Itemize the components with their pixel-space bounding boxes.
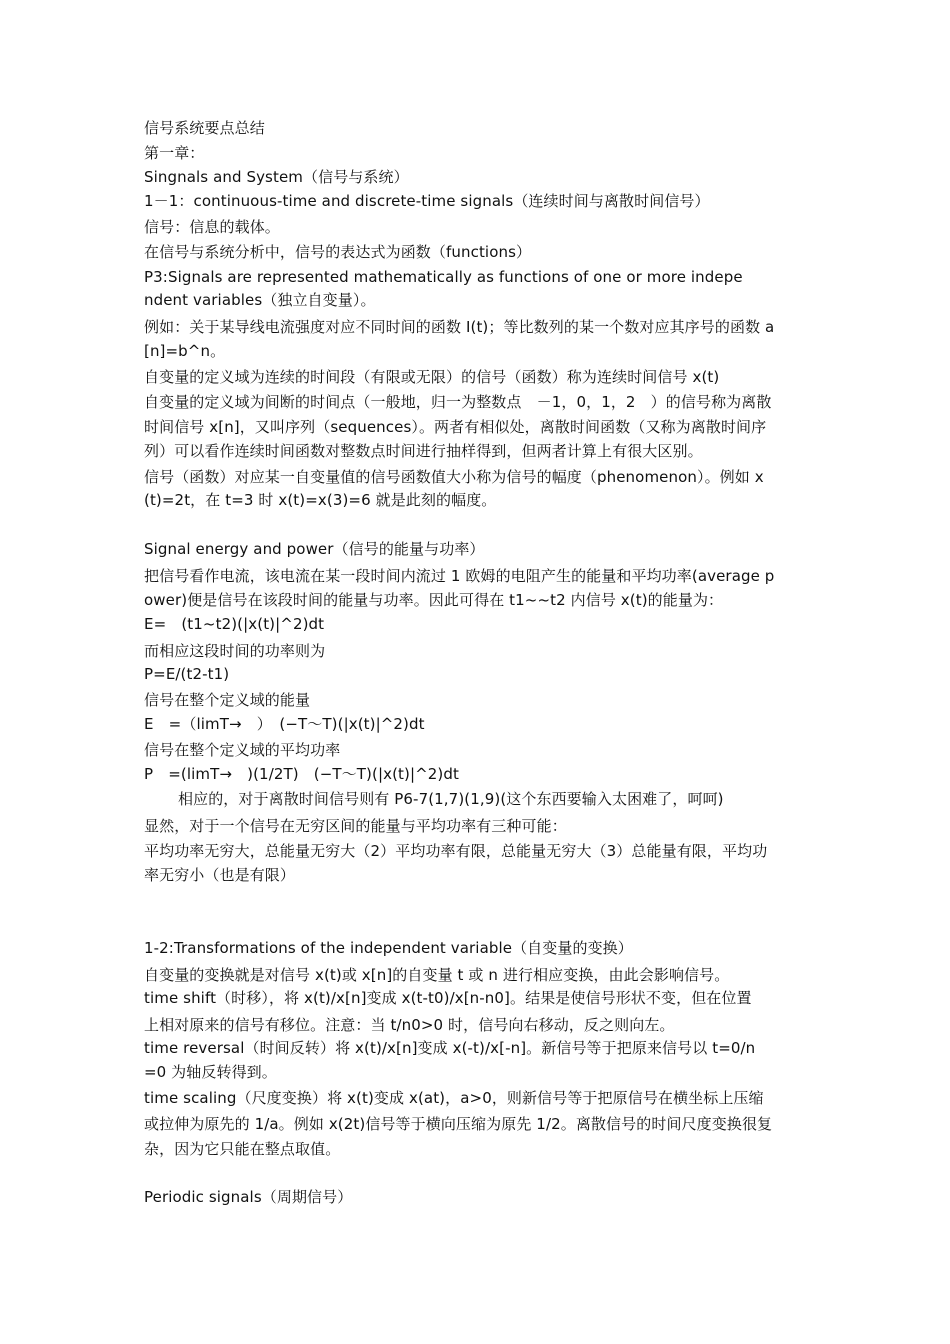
section-heading: Periodic signals（周期信号） [144,1188,353,1206]
text-line: ndent variables（独立自变量）。 [144,291,376,309]
text-line: 信号（函数）对应某一自变量值的信号函数值大小称为信号的幅度（phenomenon）。例如 x [144,468,764,486]
text-line: 例如：关于某导线电流强度对应不同时间的函数 I(t)；等比数列的某一个数对应其序号的函数 a [144,318,775,336]
text-line: 而相应这段时间的功率则为 [144,642,326,660]
text-line: time scaling（尺度变换）将 x(t)变成 x(at)，a>0，则新信号等于把原信号在横坐标上压缩 [144,1089,764,1107]
text-line: 列）可以看作连续时间函数对整数点时间进行抽样得到，但两者计算上有很大区别。 [144,442,703,460]
text-line: 在信号与系统分析中，信号的表达式为函数（functions） [144,243,532,261]
text-line: 自变量的变换就是对信号 x(t)或 x[n]的自变量 t 或 n 进行相应变换，由此会影响信号。 [144,966,730,984]
text-line: 或拉伸为原先的 1/a。例如 x(2t)信号等于横向压缩为原先 1/2。离散信号的时间尺度变换很复 [144,1115,773,1133]
text-line: 信号：信息的载体。 [144,218,280,236]
text-line: 自变量的定义域为连续的时间段（有限或无限）的信号（函数）称为连续时间信号 x(t) [144,368,720,386]
text-line: =0 为轴反转得到。 [144,1063,277,1081]
text-line: 杂，因为它只能在整点取值。 [144,1140,341,1158]
text-line: 时间信号 x[n]，又叫序列（sequences）。两者有相似处，离散时间函数（又称为离散时间序 [144,418,767,436]
text-line: (t)=2t，在 t=3 时 x(t)=x(3)=6 就是此刻的幅度。 [144,491,497,509]
text-line: ower)便是信号在该段时间的能量与功率。因此可得在 t1~~t2 内信号 x(t)的能量为： [144,591,724,609]
text-line: 信号在整个定义域的能量 [144,691,311,709]
subsection-heading: 1-2:Transformations of the independent variable（自变量的变换） [144,939,633,957]
section-heading: Singnals and System（信号与系统） [144,168,409,186]
section-heading: Signal energy and power（信号的能量与功率） [144,540,485,558]
text-line: 把信号看作电流，该电流在某一段时间内流过 1 欧姆的电阻产生的能量和平均功率(average p [144,567,775,585]
chapter-heading: 第一章： [144,144,205,162]
document-title: 信号系统要点总结 [144,119,265,137]
text-line: 显然，对于一个信号在无穷区间的能量与平均功率有三种可能： [144,817,567,835]
text-line: [n]=b^n。 [144,342,226,360]
text-line: 率无穷小（也是有限） [144,866,296,884]
text-line: time reversal（时间反转）将 x(t)/x[n]变成 x(-t)/x[-n]。新信号等于把原来信号以 t=0/n [144,1039,756,1057]
formula-line: P=E/(t2-t1) [144,665,230,683]
text-line: 相应的，对于离散时间信号则有 P6-7(1,7)(1,9)(这个东西要输入太困难了，呵呵) [178,790,724,808]
text-line: 平均功率无穷大，总能量无穷大（2）平均功率有限，总能量无穷大（3）总能量有限，平均功 [144,842,768,860]
text-line: time shift（时移），将 x(t)/x[n]变成 x(t-t0)/x[n-n0]。结果是使信号形状不变，但在位置 [144,989,752,1007]
text-line: 上相对原来的信号有移位。注意：当 t/n0>0 时，信号向右移动，反之则向左。 [144,1016,675,1034]
formula-line: E =（limT→ ） (−T～T)(|x(t)|^2)dt [144,715,425,733]
text-line: 自变量的定义域为间断的时间点（一般地，归一为整数点 －1，0，1，2 ）的信号称为离散 [144,393,772,411]
text-line: P3:Signals are represented mathematically as functions of one or more indepe [144,268,743,286]
subsection-heading: 1－1：continuous-time and discrete-time signals（连续时间与离散时间信号） [144,192,710,210]
formula-line: P =(limT→ )(1/2T) (−T～T)(|x(t)|^2)dt [144,765,459,783]
text-line: 信号在整个定义域的平均功率 [144,741,341,759]
formula-line: E= (t1~t2)(|x(t)|^2)dt [144,615,325,633]
